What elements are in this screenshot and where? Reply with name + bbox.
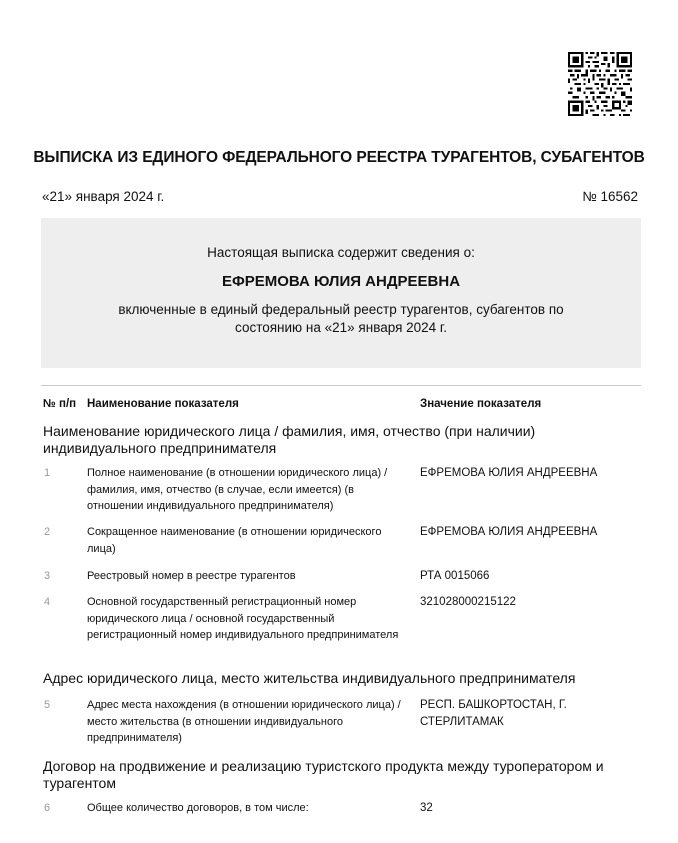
header-value: Значение показателя	[420, 398, 542, 410]
row-label: Полное наименование (в отношении юридического лица) / фамилия, имя, отчество (в случае, если имеется) (в отношении индивидуального предпринимателя)	[87, 467, 388, 512]
row-label: Основной государственный регистрационный номер юридического лица / основной государственный регистрационный номер индивидуального предпринимателя	[87, 596, 399, 641]
section-title-contract: Договор на продвижение и реализацию туристского продукта между туроператором и турагентом	[43, 758, 604, 791]
section-title-address: Адрес юридического лица, место жительства индивидуального предпринимателя	[43, 670, 576, 686]
qr-code-icon	[568, 52, 632, 116]
section-title-name: Наименование юридического лица / фамилия, имя, отчество (при наличии) индивидуального предпринимателя	[43, 423, 536, 456]
document-number: № 16562	[582, 189, 638, 204]
document-date: «21» января 2024 г.	[42, 189, 165, 204]
row-value: ЕФРЕМОВА ЮЛИЯ АНДРЕЕВНА	[420, 467, 598, 479]
document-title: ВЫПИСКА ИЗ ЕДИНОГО ФЕДЕРАЛЬНОГО РЕЕСТРА ТУРАГЕНТОВ, СУБАГЕНТОВ	[33, 149, 645, 166]
header-indicator: Наименование показателя	[87, 398, 239, 410]
info-description: включенные в единый федеральный реестр турагентов, субагентов по состоянию на «21» января 2024 г.	[118, 302, 564, 335]
row-number: 5	[44, 699, 51, 711]
row-label: Общее количество договоров, в том числе:	[87, 802, 309, 814]
row-value: 321028000215122	[420, 596, 516, 608]
row-label: Сокращенное наименование (в отношении юридического лица)	[87, 526, 382, 555]
row-value: ЕФРЕМОВА ЮЛИЯ АНДРЕЕВНА	[420, 526, 598, 538]
header-num: № п/п	[43, 398, 77, 410]
row-number: 4	[44, 596, 51, 608]
info-box	[41, 218, 641, 368]
row-number: 1	[44, 467, 51, 479]
row-number: 3	[44, 570, 51, 582]
row-value: РТА 0015066	[420, 570, 490, 582]
row-label: Реестровый номер в реестре турагентов	[87, 570, 296, 582]
row-value: 32	[420, 802, 433, 814]
row-value: РЕСП. БАШКОРТОСТАН, Г. СТЕРЛИТАМАК	[420, 699, 567, 728]
subject-name: ЕФРЕМОВА ЮЛИЯ АНДРЕЕВНА	[221, 273, 461, 290]
row-number: 2	[44, 526, 51, 538]
row-label: Адрес места нахождения (в отношении юридического лица) / место жительства (в отношении индивидуального предпринимателя)	[87, 699, 401, 744]
info-intro: Настоящая выписка содержит сведения о:	[207, 245, 475, 260]
divider	[41, 385, 641, 386]
row-number: 6	[44, 802, 51, 814]
